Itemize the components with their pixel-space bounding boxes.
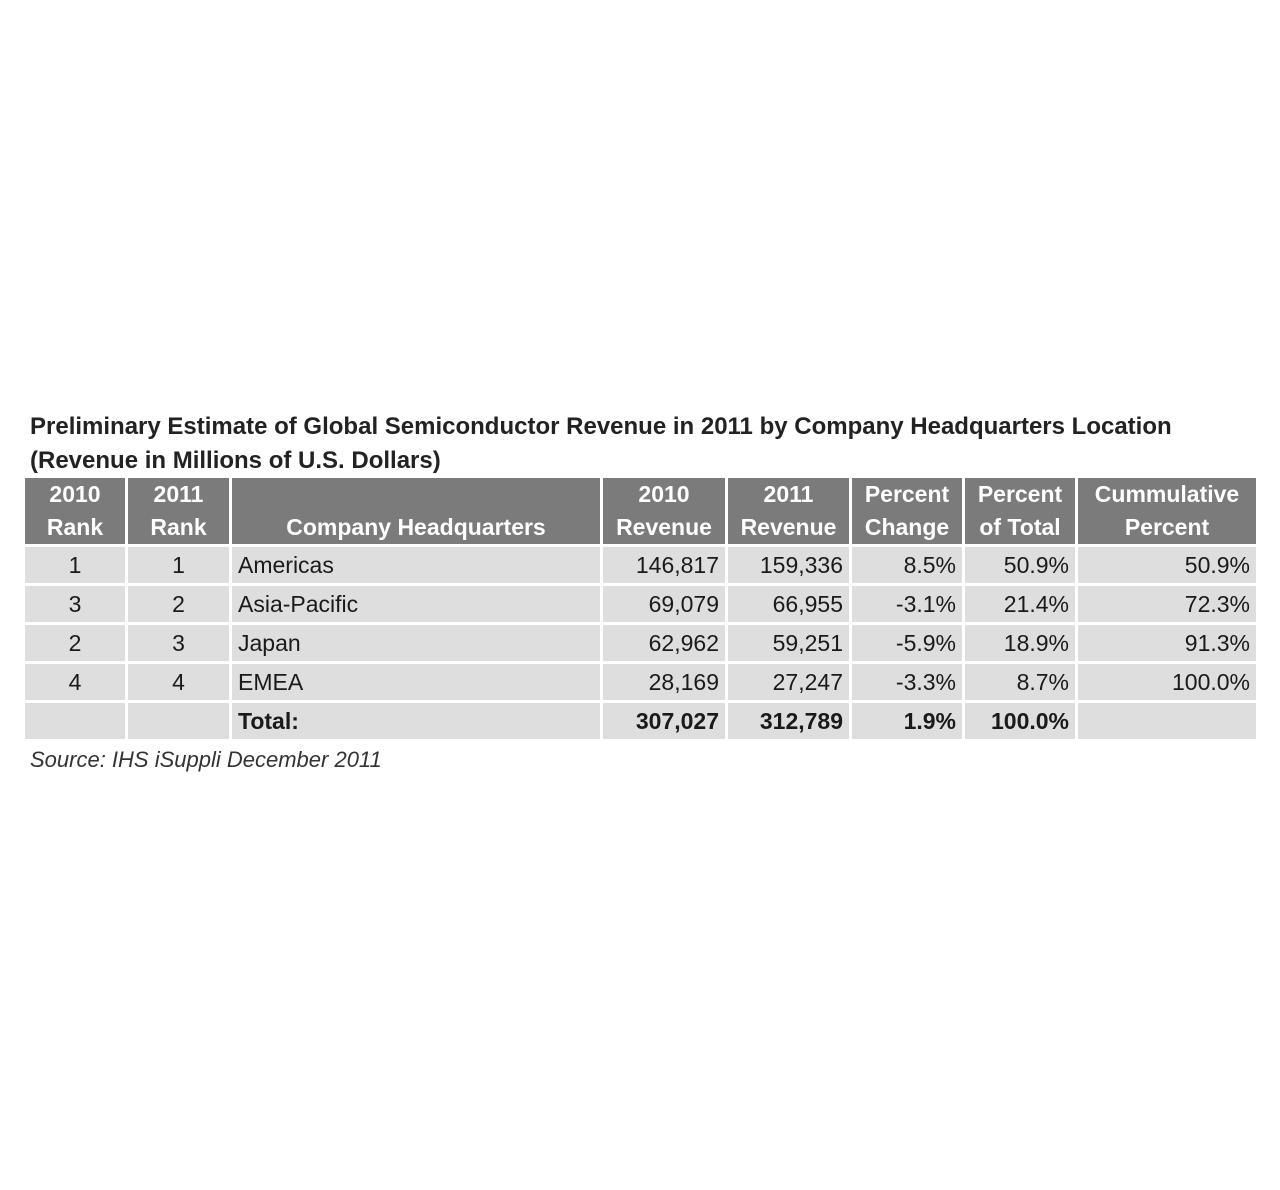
cell-2010-revenue: 69,079 xyxy=(603,583,728,622)
cell-2011-revenue: 59,251 xyxy=(728,622,852,661)
header-label-line: Percent xyxy=(977,481,1063,507)
header-label-line: Change xyxy=(864,514,950,540)
cell-2011-rank: 1 xyxy=(128,544,232,583)
cell-2010-rank: 4 xyxy=(25,661,128,700)
cell-2010-revenue: 62,962 xyxy=(603,622,728,661)
cell-2011-revenue: 159,336 xyxy=(728,544,852,583)
cell-percent-change: -3.1% xyxy=(852,583,965,622)
cell-company-headquarters: Asia-Pacific xyxy=(232,583,603,622)
header-label-line: of Total xyxy=(979,514,1061,540)
cell-percent-change: 8.5% xyxy=(852,544,965,583)
header-company-headquarters xyxy=(232,478,603,544)
cell-2011-rank: 4 xyxy=(128,661,232,700)
header-row xyxy=(25,478,1256,544)
cell-cummulative-percent: 91.3% xyxy=(1078,622,1256,661)
subtitle-text: (Revenue in Millions of U.S. Dollars) xyxy=(30,447,441,474)
header-label-line: Company Headquarters xyxy=(286,514,546,540)
table-row xyxy=(25,583,1256,622)
cell-total-label: Total: xyxy=(232,700,603,739)
header-label-line: Revenue xyxy=(740,514,837,540)
header-cummulative-percent xyxy=(1078,478,1256,544)
source-note: Source: IHS iSuppli December 2011 xyxy=(30,747,382,772)
cell-cummulative-percent: 50.9% xyxy=(1078,544,1256,583)
cell-2010-revenue: 146,817 xyxy=(603,544,728,583)
cell-total-2011-rank xyxy=(128,700,232,739)
header-2010-rank xyxy=(25,478,128,544)
table-row xyxy=(25,544,1256,583)
header-2011-rank xyxy=(128,478,232,544)
cell-total-cummulative-percent xyxy=(1078,700,1256,739)
cell-company-headquarters: Japan xyxy=(232,622,603,661)
table-title xyxy=(30,410,1256,478)
cell-2010-rank: 1 xyxy=(25,544,128,583)
cell-percent-of-total: 18.9% xyxy=(965,622,1078,661)
figure xyxy=(25,410,1256,773)
cell-company-headquarters: EMEA xyxy=(232,661,603,700)
total-row xyxy=(25,700,1256,739)
revenue-table xyxy=(25,478,1256,739)
cell-total-percent-change: 1.9% xyxy=(852,700,965,739)
cell-2010-rank: 3 xyxy=(25,583,128,622)
cell-percent-of-total: 50.9% xyxy=(965,544,1078,583)
cell-percent-of-total: 8.7% xyxy=(965,661,1078,700)
table-row xyxy=(25,661,1256,700)
header-label-line: Cummulative xyxy=(1094,481,1240,507)
title-text: Preliminary Estimate of Global Semiconductor Revenue in 2011 by Company Headquarters Location xyxy=(30,413,1172,440)
cell-percent-of-total: 21.4% xyxy=(965,583,1078,622)
cell-2011-rank: 2 xyxy=(128,583,232,622)
cell-total-percent-of-total: 100.0% xyxy=(965,700,1078,739)
cell-2010-rank: 2 xyxy=(25,622,128,661)
cell-company-headquarters: Americas xyxy=(232,544,603,583)
cell-cummulative-percent: 100.0% xyxy=(1078,661,1256,700)
header-2011-revenue xyxy=(728,478,852,544)
cell-2011-revenue: 27,247 xyxy=(728,661,852,700)
cell-2010-revenue: 28,169 xyxy=(603,661,728,700)
cell-total-2010-rank xyxy=(25,700,128,739)
table-row xyxy=(25,622,1256,661)
header-label-line: Revenue xyxy=(616,514,712,540)
cell-total-2011-revenue: 312,789 xyxy=(728,700,852,739)
header-label-line: 2011 xyxy=(153,481,204,507)
header-label-line: 2011 xyxy=(763,481,814,507)
cell-total-2010-revenue: 307,027 xyxy=(603,700,728,739)
cell-percent-change: -5.9% xyxy=(852,622,965,661)
header-label-line: Percent xyxy=(1124,514,1210,540)
cell-cummulative-percent: 72.3% xyxy=(1078,583,1256,622)
cell-percent-change: -3.3% xyxy=(852,661,965,700)
cell-2011-revenue: 66,955 xyxy=(728,583,852,622)
header-label-line: Percent xyxy=(864,481,950,507)
header-label-line: Rank xyxy=(46,514,104,540)
header-percent-change xyxy=(852,478,965,544)
header-label-line: 2010 xyxy=(49,481,101,507)
header-label-line: 2010 xyxy=(638,481,690,507)
header-label-line: Rank xyxy=(150,514,207,540)
cell-2011-rank: 3 xyxy=(128,622,232,661)
header-percent-of-total xyxy=(965,478,1078,544)
header-2010-revenue xyxy=(603,478,728,544)
